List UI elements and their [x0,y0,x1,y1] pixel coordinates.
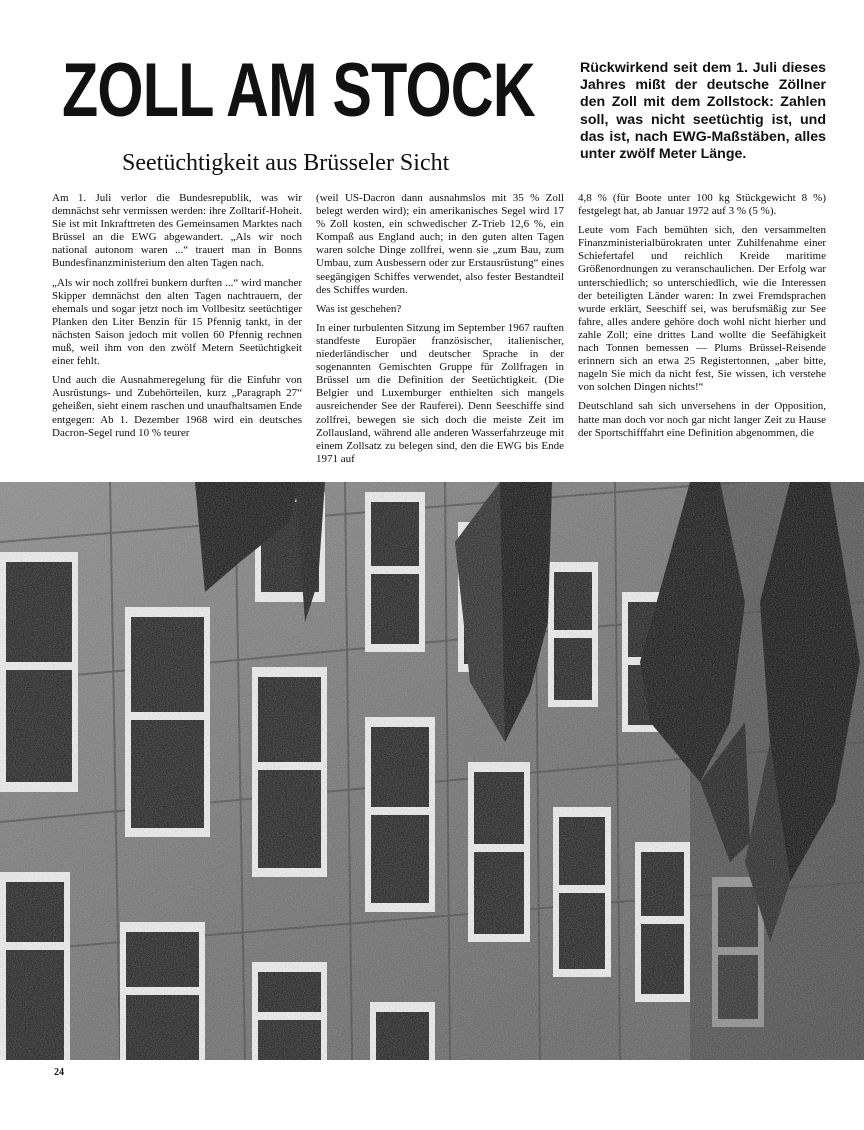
column-3-paragraph: 4,8 % (für Boote unter 100 kg Stückgewicht 8 %) festgelegt hat, ab Januar 1972 auf 3 % (5 %). [578,192,826,218]
article-headline: ZOLL AM STOCK [62,48,535,133]
column-3-paragraph: Leute vom Fach bemühten sich, den versammelten Finanzministerialbürokraten unter Zuhilfenahme einer Schiefertafel und reichlich Kreide maritime Größenordnungen zu veranschaulichen. Der Erfolg war unterschiedlich; so unterschiedlich, wie die Interessen der beteiligten Länder waren: In zwei Fremdsprachen wurde erklärt, Seeschiff sei, was berufsmäßig zur See fahre, alles andere gehöre doch wohl nicht hierher und zahle Zoll; eine drittes Land wollte die Seefähigkeit nach Tonnen bemessen — Plums Brüssel-Reisende erinnern sich an etwa 25 Registertonnen, „aber bitte, nageln Sie mich da nicht fest, Sie wissen, ich verstehe von solchen Dingen nichts!“ [578,224,826,394]
column-2-question: Was ist geschehen? [316,302,402,315]
text-column-2 [316,192,564,468]
column-3-paragraph: Deutschland sah sich unversehens in der Opposition, hatte man doch vor noch gar nicht langer Zeit zu Hause der Sportschifffahrt eine Definition abgenommen, die [578,400,826,439]
column-1-paragraph: Und auch die Ausnahmeregelung für die Einfuhr von Ausrüstungs- und Zubehörteilen, kurz „Paragraph 27“ geheißen, sieht einem raschen und unaufhaltsamen Ende entgegen: Ab 1. Dezember 1968 wird ein deutsches Dacron-Segel rund 10 % teurer [52,374,302,439]
column-1-paragraph: Am 1. Juli verlor die Bundesrepublik, was wir demnächst sehr vermissen werden: ihre Zolltarif-Hoheit. Sie ist mit Inkrafttreten des Gemeinsamen Marktes nach Brüssel an die EWG abgewandert. „Als wir noch national autonom waren ...“ trauert man in Bonns Bundesfinanzministerium den alten Tagen nach. [52,192,302,270]
page-number: 24 [54,1067,64,1078]
building-flags-illustration [0,482,864,1060]
column-1-paragraph: „Als wir noch zollfrei bunkern durften ...“ wird mancher Skipper demnächst den alten Tagen nachtrauern, der ehemals und sogar jetzt noch im Vollbesitz seetüchtiger Planken den Liter Benzin für 15 Pfennig tankt, in der nächsten Saison jedoch mit vollen 60 Pfennig rechnen muß, weil ihm von den zwölf Metern Seetüchtigkeit einer fehlt. [52,276,302,368]
article-lead: Rückwirkend seit dem 1. Juli dieses Jahres mißt der deutsche Zöllner den Zoll mit dem Zollstock: Zahlen soll, was nicht seetüchtig ist, und das ist, nach EWG-Maßstäben, alles unter zwölf Meter Länge. [580,60,826,163]
column-2-paragraph: (weil US-Dacron dann ausnahmslos mit 35 % Zoll belegt werden wird); ein amerikanisches Segel wird 17 % Zoll kosten, ein schwedischer Z-Trieb 12,6 %, ein Kompaß aus England auch; in den guten alten Tagen waren solche Dinge zollfrei, wenn sie „zum Bau, zum Umbau, zum Ausbessern oder zur Erstausrüstung“ eines seegängigen Schiffes verwendet, also fester Bestandteil des Schiffes wurden. [316,192,564,296]
building-flags-photo [0,482,864,1060]
text-column-3 [578,192,826,468]
article-subheadline: Seetüchtigkeit aus Brüsseler Sicht [122,150,450,176]
column-2-paragraph: In einer turbulenten Sitzung im September 1967 rauften standfeste Europäer französischer, italienischer, niederländischer und deutscher Sprache in der sogenannten Gemischten Gruppe für Zollfragen in Brüssel um die Definition der Seetüchtigkeit. (Die Belgier und Luxemburger enthielten sich mangels ausreichender See der Rauferei). Denn Seeschiffe sind zollfrei, bewegen sie sich doch die meiste Zeit im Zollausland, während alle anderen Wasserfahrzeuge mit einem Zollsatz zu belegen sind, den die EWG bis Ende 1971 auf [316,321,564,465]
text-column-1 [52,192,302,468]
